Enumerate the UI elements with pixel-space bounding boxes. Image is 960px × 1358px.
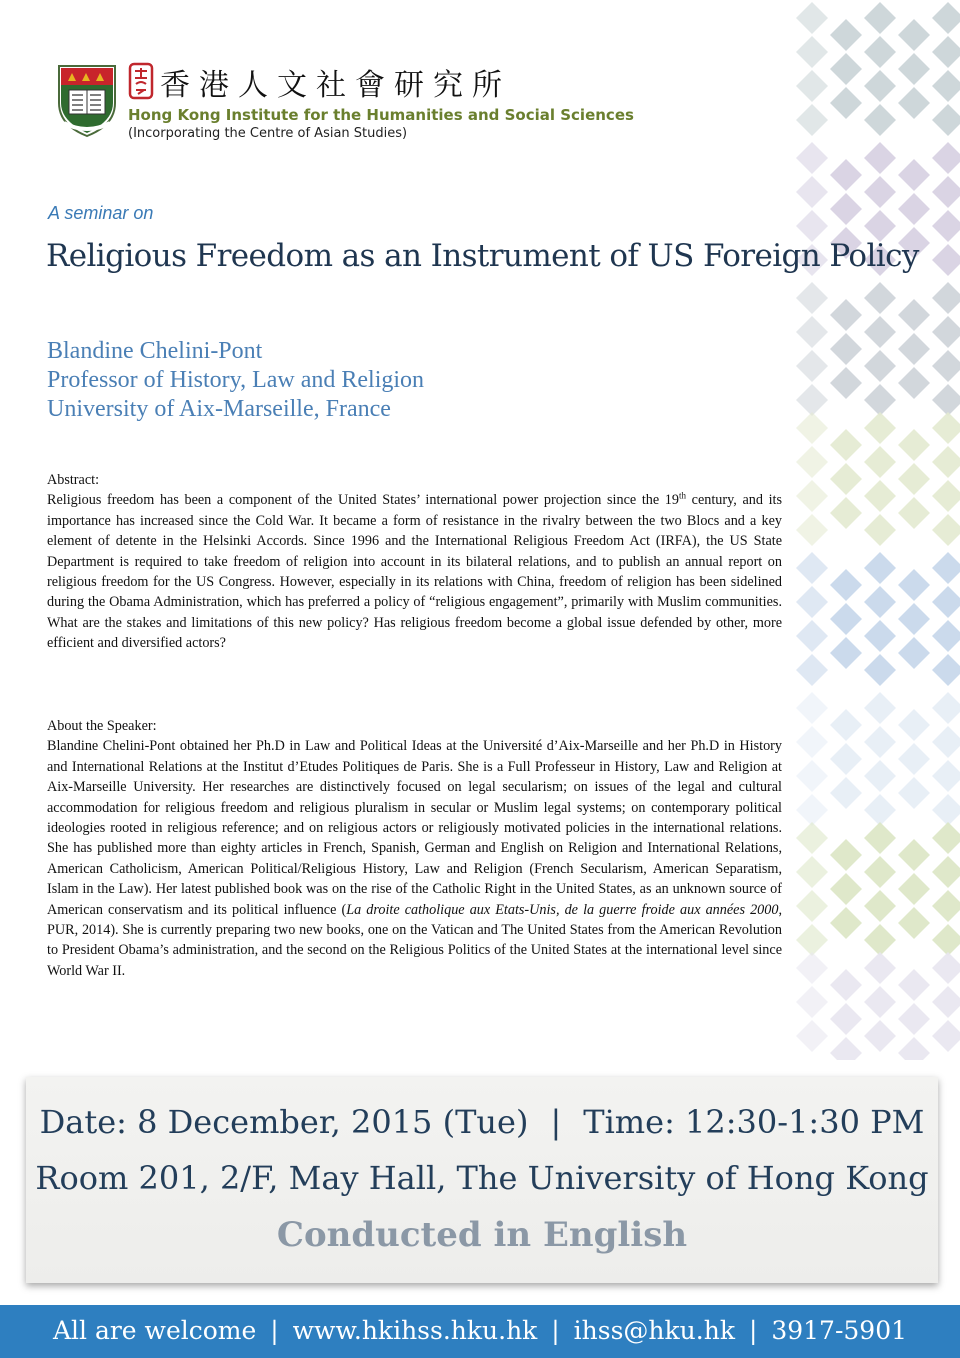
decorative-diamond — [796, 654, 828, 686]
decorative-diamond — [864, 142, 896, 174]
abstract-text-part-2: century, and its importance has increased since the Cold War. It became a form of resistance in the rivalry between the two Blocs and a key element of detente in the Helsinki Accords. Since 1996 and the International Religious Freedom Act (IRFA), the US State Department is required to take freedom of religion into account in its bilateral relations, and to publish an annual report on religious freedom for the US Congress. However, especially in its relations with China, freedom of religion has been sidelined during the Obama Administration, which has preferred a policy of “religious engagement”, primarily with Muslim communities. What are the stakes and limitations of this new policy? Has religious freedom become a global issue defended by other, more efficient and diversified actors? — [47, 492, 782, 652]
decorative-diamond — [932, 142, 960, 174]
decorative-diamond — [898, 53, 930, 85]
decorative-diamond — [932, 446, 960, 478]
decorative-diamond — [864, 480, 896, 512]
decorative-diamond — [898, 637, 930, 669]
decorative-diamond — [796, 142, 828, 174]
decorative-diamond — [796, 480, 828, 512]
seminar-label: A seminar on — [48, 203, 154, 223]
decorative-diamond-pattern — [790, 0, 960, 1060]
decorative-diamond — [864, 282, 896, 314]
decorative-diamond — [796, 446, 828, 478]
decorative-diamond — [796, 282, 828, 314]
decorative-diamond — [932, 760, 960, 792]
decorative-diamond — [932, 692, 960, 724]
decorative-diamond — [864, 760, 896, 792]
decorative-diamond — [796, 552, 828, 584]
decorative-diamond — [796, 316, 828, 348]
speaker-name: Blandine Chelini-Pont — [47, 338, 263, 364]
decorative-diamond — [830, 777, 862, 809]
about-text-part-1: Blandine Chelini-Pont obtained her Ph.D in Law and Political Ideas at the Université d’Aix-Marseille and her Ph.D in History and International Relations at the Institut d’Etudes Politiques de Paris. She is a Full Professeur in History, Law and Religion at Aix-Marseille University. Her researches are distinctively focused on legal secularism; on issues of the legal and cultural accommodation for religious freedom and religious pluralism in secular or Muslim legal systems; on contemporary political ideologies rooted in religious reference; and on religious actors or religiously motivated policies in the international relations. She has published more than eighty articles in French, Spanish, German and English on Religion and International Relations, American Catholicism, American Political/Religious History, Law and Religion (French Secularism, American Separatism, Islam in the Law). Her latest published book was on the rise of the Catholic Right in the United States, as an unknown source of American conservatism and its political influence ( — [47, 738, 782, 918]
decorative-diamond — [932, 244, 960, 276]
decorative-diamond — [864, 552, 896, 584]
decorative-diamond — [796, 104, 828, 136]
decorative-diamond — [932, 514, 960, 546]
decorative-diamond — [830, 839, 862, 871]
decorative-diamond — [830, 743, 862, 775]
decorative-diamond — [932, 856, 960, 888]
decorative-diamond — [932, 36, 960, 68]
event-time: Time: 12:30-1:30 PM — [583, 1103, 925, 1141]
decorative-diamond — [796, 384, 828, 416]
decorative-diamond — [796, 176, 828, 208]
about-heading: About the Speaker: — [47, 718, 157, 734]
speaker-affiliation: University of Aix-Marseille, France — [47, 396, 391, 422]
abstract-section — [47, 470, 782, 654]
decorative-diamond — [898, 569, 930, 601]
decorative-diamond — [932, 620, 960, 652]
decorative-diamond — [830, 463, 862, 495]
decorative-diamond — [898, 193, 930, 225]
decorative-diamond — [864, 384, 896, 416]
decorative-diamond — [864, 1020, 896, 1052]
abstract-superscript: th — [679, 490, 687, 501]
decorative-diamond — [898, 1003, 930, 1035]
decorative-diamond — [898, 497, 930, 529]
decorative-diamond — [830, 1037, 862, 1060]
event-language: Conducted in English — [276, 1215, 688, 1255]
decorative-diamond — [830, 907, 862, 939]
decorative-diamond — [932, 2, 960, 34]
decorative-diamond — [932, 384, 960, 416]
decorative-diamond — [898, 777, 930, 809]
decorative-diamond — [898, 969, 930, 1001]
decorative-diamond — [796, 514, 828, 546]
decorative-diamond — [932, 176, 960, 208]
decorative-diamond — [898, 19, 930, 51]
event-venue: Room 201, 2/F, May Hall, The University of Hong Kong — [35, 1159, 929, 1197]
decorative-diamond — [864, 586, 896, 618]
decorative-diamond — [796, 2, 828, 34]
decorative-diamond — [898, 87, 930, 119]
decorative-diamond — [830, 637, 862, 669]
decorative-diamond — [898, 907, 930, 939]
decorative-diamond — [932, 210, 960, 242]
decorative-diamond — [932, 952, 960, 984]
decorative-diamond — [932, 70, 960, 102]
about-speaker-section — [47, 716, 782, 981]
decorative-diamond — [830, 299, 862, 331]
decorative-diamond — [864, 104, 896, 136]
decorative-diamond — [830, 709, 862, 741]
decorative-diamond — [830, 53, 862, 85]
decorative-diamond — [796, 70, 828, 102]
decorative-diamond — [864, 822, 896, 854]
decorative-diamond — [864, 794, 896, 826]
decorative-diamond — [830, 497, 862, 529]
decorative-diamond — [932, 316, 960, 348]
decorative-diamond — [830, 193, 862, 225]
decorative-diamond — [830, 19, 862, 51]
decorative-diamond — [830, 569, 862, 601]
decorative-diamond — [932, 552, 960, 584]
decorative-diamond — [864, 412, 896, 444]
decorative-diamond — [796, 856, 828, 888]
decorative-diamond — [864, 924, 896, 956]
footer-phone: 3917-5901 — [771, 1316, 908, 1345]
decorative-diamond — [898, 463, 930, 495]
decorative-diamond — [864, 856, 896, 888]
decorative-diamond — [898, 839, 930, 871]
footer-website-link[interactable]: www.hkihss.hku.hk — [292, 1316, 538, 1345]
decorative-diamond — [864, 952, 896, 984]
event-date: Date: 8 December, 2015 (Tue) — [39, 1103, 529, 1141]
decorative-diamond — [898, 333, 930, 365]
decorative-diamond — [898, 1037, 930, 1060]
decorative-diamond — [796, 952, 828, 984]
decorative-diamond — [796, 986, 828, 1018]
institute-subtitle: (Incorporating the Centre of Asian Studies) — [128, 126, 408, 141]
decorative-diamond — [864, 2, 896, 34]
decorative-diamond — [796, 692, 828, 724]
decorative-diamond — [864, 986, 896, 1018]
decorative-diamond — [864, 350, 896, 382]
speaker-block — [47, 337, 424, 424]
decorative-diamond — [796, 36, 828, 68]
decorative-diamond — [796, 1020, 828, 1052]
institute-chinese-name: 香港人文社會研究所 — [160, 68, 511, 103]
decorative-diamond — [830, 873, 862, 905]
footer-bar — [0, 1305, 960, 1358]
decorative-diamond — [830, 87, 862, 119]
decorative-diamond — [864, 446, 896, 478]
footer-separator: | — [748, 1316, 758, 1345]
decorative-diamond — [864, 890, 896, 922]
decorative-diamond — [898, 159, 930, 191]
decorative-diamond — [864, 726, 896, 758]
decorative-diamond — [898, 709, 930, 741]
decorative-diamond — [796, 726, 828, 758]
decorative-diamond — [830, 1003, 862, 1035]
decorative-diamond — [932, 282, 960, 314]
decorative-diamond — [932, 654, 960, 686]
decorative-diamond — [864, 70, 896, 102]
decorative-diamond — [898, 743, 930, 775]
decorative-diamond — [932, 480, 960, 512]
event-info-box — [26, 1077, 938, 1283]
decorative-diamond — [796, 412, 828, 444]
decorative-diamond — [796, 620, 828, 652]
decorative-diamond — [864, 316, 896, 348]
decorative-diamond — [796, 924, 828, 956]
decorative-diamond — [864, 176, 896, 208]
decorative-diamond — [864, 654, 896, 686]
abstract-heading: Abstract: — [47, 472, 100, 488]
decorative-diamond — [830, 159, 862, 191]
decorative-diamond — [932, 412, 960, 444]
decorative-diamond — [830, 603, 862, 635]
decorative-diamond — [898, 367, 930, 399]
decorative-diamond — [796, 350, 828, 382]
about-text-part-2: , PUR, 2014). She is currently preparing two new books, one on the Vatican and The United States from the American Revolution to President Obama’s administration, and the second on the Religious Politics of the United States at the international level since World War II. — [47, 901, 782, 979]
decorative-diamond — [864, 620, 896, 652]
decorative-diamond — [932, 822, 960, 854]
decorative-diamond — [932, 1020, 960, 1052]
decorative-diamond — [796, 890, 828, 922]
seminar-title: Religious Freedom as an Instrument of US Foreign Policy — [46, 238, 919, 274]
decorative-diamond — [796, 760, 828, 792]
decorative-diamond — [830, 333, 862, 365]
decorative-diamond — [864, 514, 896, 546]
decorative-diamond — [898, 429, 930, 461]
decorative-diamond — [830, 367, 862, 399]
speaker-position: Professor of History, Law and Religion — [47, 367, 425, 393]
university-crest-logo — [56, 63, 118, 139]
decorative-diamond — [796, 586, 828, 618]
decorative-diamond — [898, 603, 930, 635]
decorative-diamond — [830, 429, 862, 461]
decorative-diamond — [932, 890, 960, 922]
decorative-diamond — [932, 726, 960, 758]
institute-name: Hong Kong Institute for the Humanities and Social Sciences — [128, 106, 634, 124]
decorative-diamond — [932, 104, 960, 136]
decorative-diamond — [932, 350, 960, 382]
decorative-diamond — [932, 924, 960, 956]
decorative-diamond — [796, 822, 828, 854]
decorative-diamond — [898, 873, 930, 905]
date-time-separator: | — [550, 1103, 562, 1141]
institute-seal-icon — [128, 62, 154, 100]
decorative-diamond — [830, 969, 862, 1001]
footer-email-link[interactable]: ihss@hku.hk — [573, 1316, 735, 1345]
book-title: La droite catholique aux Etats-Unis, de la guerre froide aux années 2000 — [346, 901, 779, 918]
decorative-diamond — [898, 299, 930, 331]
footer-welcome: All are welcome — [52, 1316, 257, 1345]
decorative-diamond — [932, 586, 960, 618]
decorative-diamond — [796, 794, 828, 826]
date-time-line — [26, 1103, 938, 1141]
decorative-diamond — [932, 986, 960, 1018]
decorative-diamond — [864, 692, 896, 724]
abstract-text-part-1: Religious freedom has been a component of the United States’ international power projection since the 19 — [47, 492, 679, 509]
footer-separator: | — [270, 1316, 279, 1345]
footer-separator: | — [551, 1316, 560, 1345]
decorative-diamond — [864, 36, 896, 68]
decorative-diamond — [932, 794, 960, 826]
